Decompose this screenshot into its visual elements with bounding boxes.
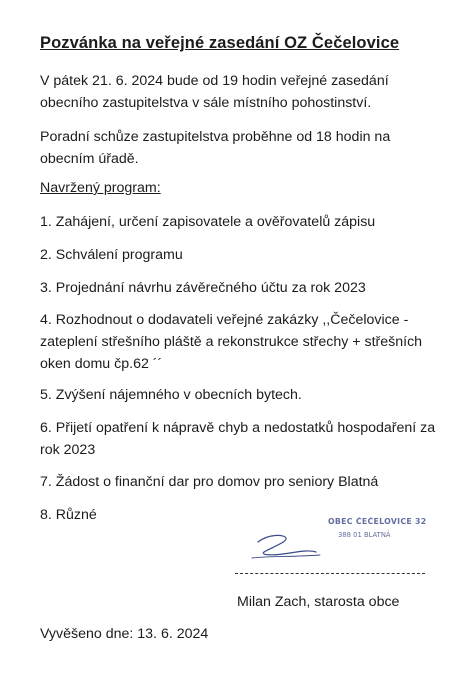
- agenda-item: 3. Projednání návrhu závěrečného účtu za rok 2023: [40, 280, 366, 296]
- agenda-item: 6. Přijetí opatření k nápravě chyb a nedostatků hospodaření za rok 2023: [40, 420, 436, 458]
- agenda-item: 5. Zvýšení nájemného v obecních bytech.: [40, 387, 302, 403]
- signer-name: Milan Zach, starosta obce: [237, 594, 400, 610]
- municipal-stamp: [328, 517, 438, 539]
- agenda-item: 8. Různé: [40, 507, 97, 523]
- program-heading: Navržený program:: [40, 180, 161, 196]
- stamp-address: 388 01 BLATNÁ: [338, 531, 391, 539]
- agenda-item: 1. Zahájení, určení zapisovatele a ověřovatelů zápisu: [40, 214, 376, 230]
- signature-line: [235, 573, 425, 574]
- handwritten-signature: [250, 528, 330, 564]
- stamp-name: OBEC ČEČELOVICE 32: [328, 517, 427, 526]
- agenda-item: 4. Rozhodnout o dodavateli veřejné zakázky ,,Čečelovice - zateplení střešního pláště a rekonstrukce střechy + střešních oken domu čp.62 ´´: [40, 312, 423, 372]
- meeting-announcement-paragraph: V pátek 21. 6. 2024 bude od 19 hodin veřejné zasedání obecního zastupitelstva v sále místního pohostinství.: [40, 73, 389, 111]
- agenda-item: 2. Schválení programu: [40, 247, 183, 263]
- document-title: Pozvánka na veřejné zasedání OZ Čečelovice: [40, 34, 400, 52]
- posted-date: Vyvěšeno dne: 13. 6. 2024: [40, 626, 209, 642]
- agenda-item: 7. Žádost o finanční dar pro domov pro seniory Blatná: [40, 474, 379, 490]
- advisory-meeting-paragraph: Poradní schůze zastupitelstva proběhne od 18 hodin na obecním úřadě.: [40, 129, 391, 167]
